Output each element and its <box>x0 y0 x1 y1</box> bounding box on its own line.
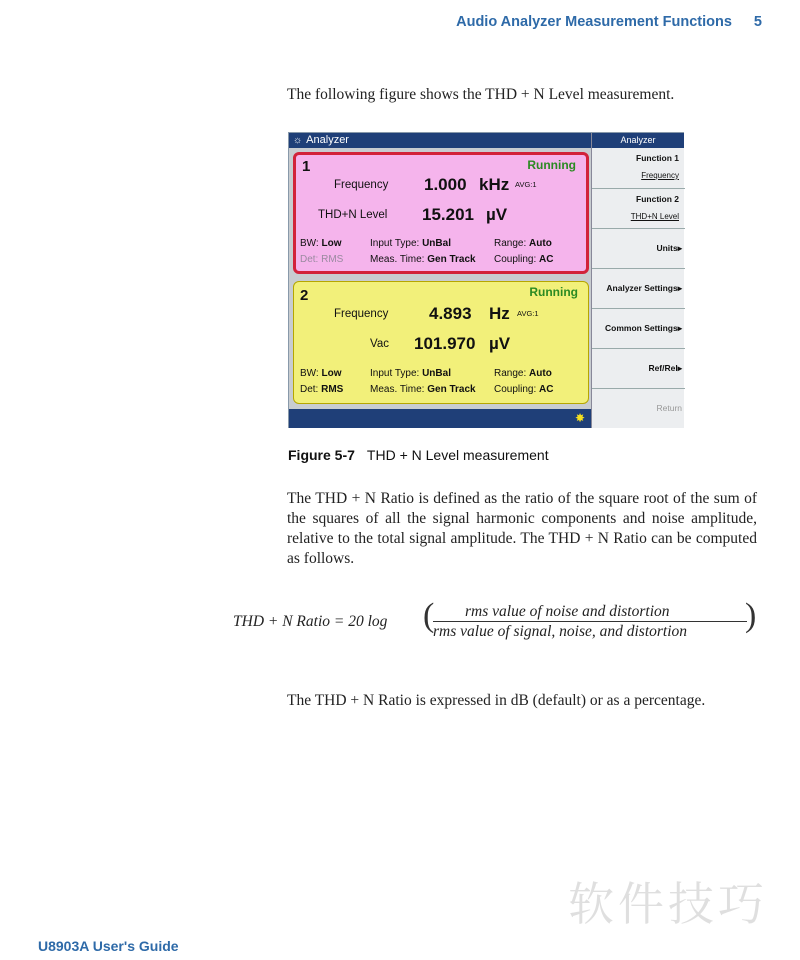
softkey-menu <box>591 133 684 428</box>
avg-label: AVG:1 <box>515 180 537 189</box>
figure-title: THD + N Level measurement <box>366 447 549 463</box>
panel-number: 2 <box>300 287 309 304</box>
frequency-value: 1.000 <box>424 175 467 194</box>
det-setting: Det: RMS <box>300 254 344 265</box>
chapter-number: 5 <box>753 14 762 30</box>
watermark: 软件技巧 <box>568 877 768 931</box>
conclusion-paragraph: The THD + N Ratio is expressed in dB (default) or as a percentage. <box>287 692 706 709</box>
range-setting: Range: Auto <box>494 238 552 249</box>
formula-lhs: THD + N Ratio = 20 log <box>233 613 388 630</box>
det-setting: Det: RMS <box>300 384 344 395</box>
figure-number: Figure 5-7 <box>288 447 355 463</box>
meas-time-setting: Meas. Time: Gen Track <box>370 384 476 395</box>
frequency-label: Frequency <box>334 308 389 320</box>
softkey-analyzer-settings[interactable]: Analyzer Settings▸ <box>592 268 685 308</box>
input-type-setting: Input Type: UnBal <box>370 368 451 379</box>
input-type-setting: Input Type: UnBal <box>370 238 451 249</box>
figure-caption <box>288 447 549 463</box>
screen-title-bar <box>289 133 591 148</box>
coupling-setting: Coupling: AC <box>494 254 554 265</box>
vac-value: 101.970 <box>414 334 476 353</box>
softkey-refrel[interactable]: Ref/Rel▸ <box>592 348 685 388</box>
frequency-unit: kHz <box>479 175 510 194</box>
section-title: Audio Analyzer Measurement Functions <box>456 14 732 30</box>
softkey-return[interactable]: Return <box>592 388 685 428</box>
softkey-units[interactable]: Units▸ <box>592 228 685 268</box>
bw-setting: BW: Low <box>300 238 342 249</box>
measurement-panel-1 <box>293 152 589 274</box>
frequency-unit: Hz <box>489 304 510 323</box>
range-setting: Range: Auto <box>494 368 552 379</box>
fraction-bar <box>433 621 747 622</box>
sun-icon: ☼ <box>293 135 303 146</box>
analyzer-screenshot <box>288 132 684 428</box>
formula-numerator: rms value of noise and distortion <box>465 603 670 620</box>
softkey-function-1[interactable]: Function 1 Frequency <box>636 153 679 180</box>
trigger-indicator-icon: ✸ <box>574 411 585 425</box>
definition-paragraph: The THD + N Ratio is defined as the ratio of the square root of the sum of the squares of all the signal harmonic components and noise amplitude, relative to the total signal amplitude. The THD + N Ratio can be computed as follows. <box>287 490 757 567</box>
thdn-level-unit: µV <box>486 205 508 224</box>
coupling-setting: Coupling: AC <box>494 384 554 395</box>
thdn-level-label: THD+N Level <box>318 209 388 221</box>
softkey-function-2[interactable]: Function 2 THD+N Level <box>592 188 685 228</box>
avg-label: AVG:1 <box>517 309 539 318</box>
thdn-level-value: 15.201 <box>422 205 474 224</box>
intro-paragraph: The following figure shows the THD + N Level measurement. <box>287 86 675 103</box>
vac-label: Vac <box>370 338 389 350</box>
screen-title: Analyzer <box>306 134 349 146</box>
status-running: Running <box>529 285 578 299</box>
formula-denominator: rms value of signal, noise, and distortion <box>433 623 688 640</box>
vac-unit: µV <box>489 334 511 353</box>
running-header <box>456 14 762 30</box>
panel-number: 1 <box>302 158 311 175</box>
bw-setting: BW: Low <box>300 368 342 379</box>
softkey-common-settings[interactable]: Common Settings▸ <box>592 308 685 348</box>
frequency-label: Frequency <box>334 179 389 191</box>
screen-status-bar <box>289 409 591 428</box>
footer-guide-title: U8903A User's Guide <box>38 938 179 954</box>
left-parenthesis: ( <box>423 597 435 634</box>
right-parenthesis: ) <box>745 597 757 634</box>
status-running: Running <box>527 158 576 172</box>
frequency-value: 4.893 <box>429 304 472 323</box>
measurement-panel-2 <box>293 281 589 404</box>
meas-time-setting: Meas. Time: Gen Track <box>370 254 476 265</box>
softkey-menu-title: Analyzer <box>592 133 684 148</box>
thdn-ratio-formula <box>233 597 763 643</box>
